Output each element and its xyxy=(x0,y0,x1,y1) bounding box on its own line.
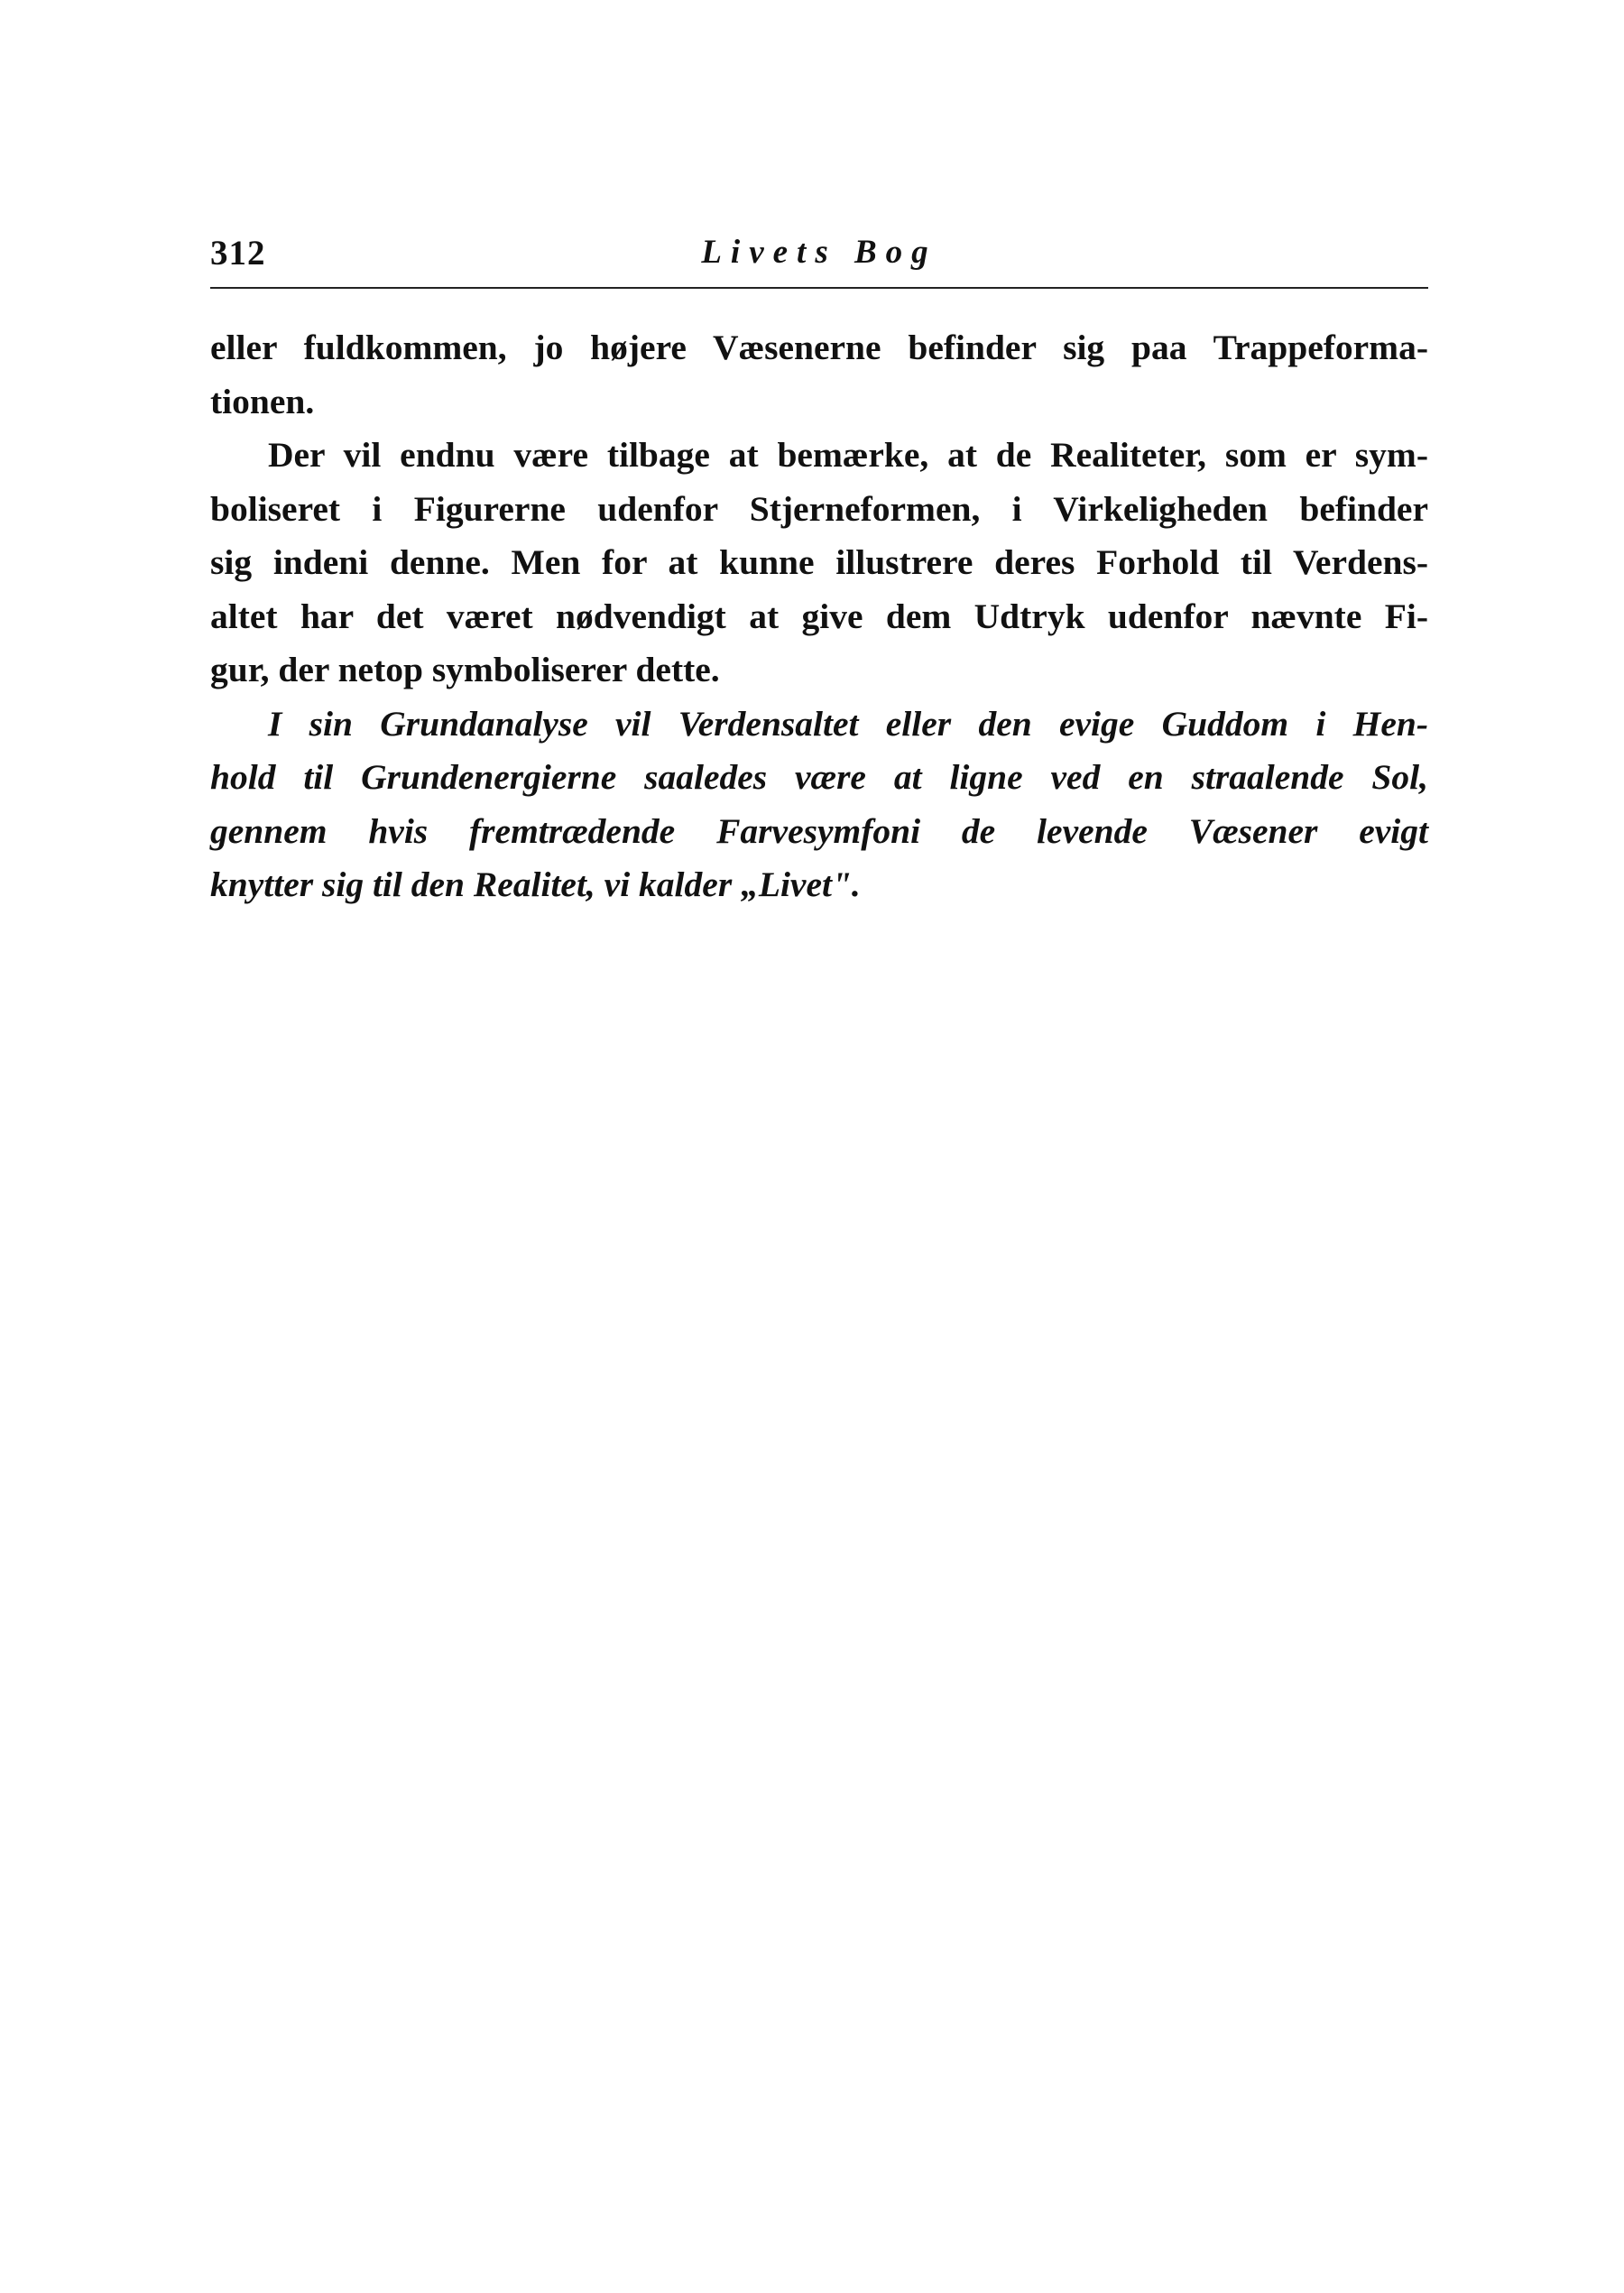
text-line: sig indeni denne. Men for at kunne illustrere deres Forhold til Verdens- xyxy=(210,542,1428,582)
text-line: tionen. xyxy=(210,381,315,421)
text-line: altet har det været nødvendigt at give dem Udtryk udenfor nævnte Fi- xyxy=(210,596,1428,636)
text-line: I sin Grundanalyse vil Verdensaltet eller den evige Guddom i Hen- xyxy=(268,703,1428,744)
page-number: 312 xyxy=(210,234,266,273)
paragraph-1 xyxy=(210,321,1428,429)
header-rule xyxy=(210,287,1428,289)
text-line: gur, der netop symboliserer dette. xyxy=(210,650,720,689)
body-text xyxy=(210,321,1428,912)
paragraph-3 xyxy=(210,698,1428,912)
text-line: Der vil endnu være tilbage at bemærke, at de Realiteter, som er sym- xyxy=(268,435,1428,475)
text-line: boliseret i Figurerne udenfor Stjerneformen, i Virkeligheden befinder xyxy=(210,488,1428,529)
paragraph-2 xyxy=(210,429,1428,698)
text-line: gennem hvis fremtrædende Farvesymfoni de levende Væsener evigt xyxy=(210,810,1428,851)
text-line: hold til Grundenergierne saaledes være at ligne ved en straalende Sol, xyxy=(210,757,1428,797)
page-header xyxy=(210,233,1428,287)
running-title: Livets Bog xyxy=(701,234,937,271)
text-line: eller fuldkommen, jo højere Væsenerne befinder sig paa Trappeforma- xyxy=(210,328,1428,367)
text-line: knytter sig til den Realitet, vi kalder „Livet". xyxy=(210,864,861,904)
